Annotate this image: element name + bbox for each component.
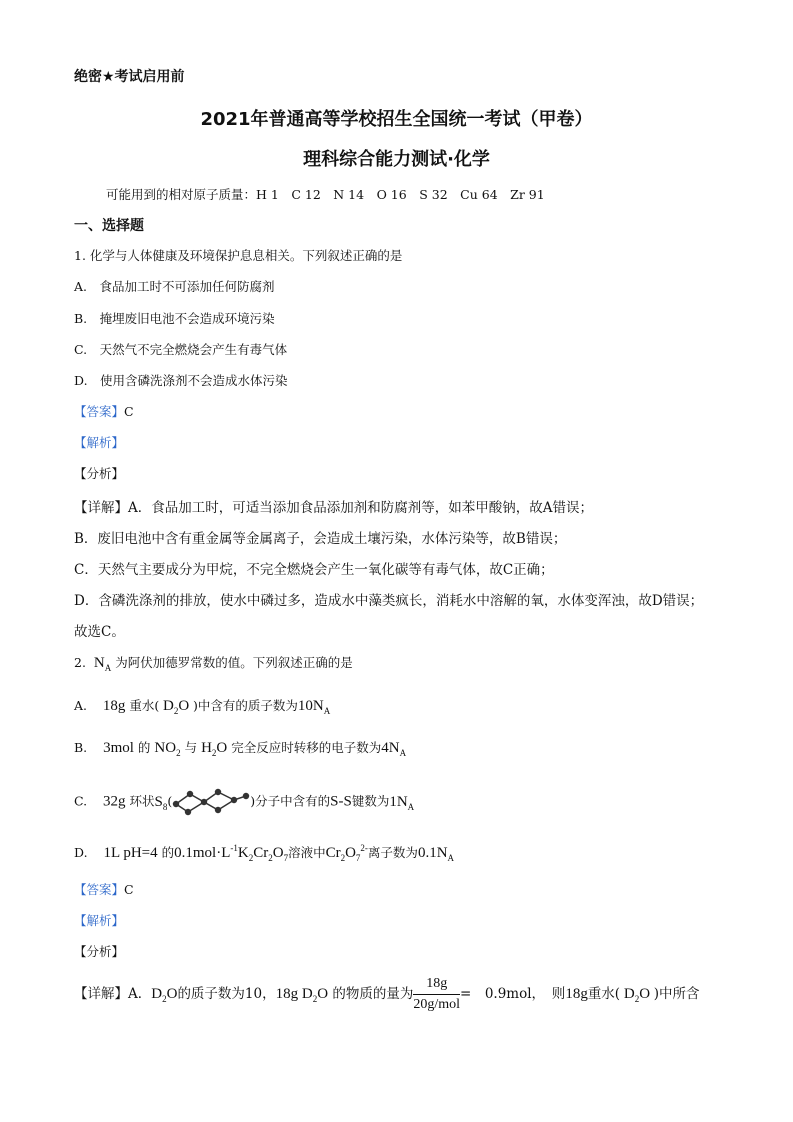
q2-stem: 2. $N_A$ 为阿伏加德罗常数的值。下列叙述正确的是: [74, 655, 353, 673]
s8-ring-structure-icon: [172, 786, 250, 818]
q2-option-b: B. 3mol 的 $NO_2$ 与 $H_2O$ 完全反应时转移的电子数为$4N_A$: [74, 740, 407, 758]
molar-fraction: $\frac{18g}{\text{20g/mol}}$: [413, 976, 461, 1012]
exam-title: 2021年普通高等学校招生全国统一考试（甲卷）: [200, 109, 593, 130]
q1-answer: [74, 402, 134, 420]
q1-stem: 1. 化学与人体健康及环境保护息息相关。下列叙述正确的是: [74, 248, 403, 263]
q1-option-b: B. 掩埋废旧电池不会造成环境污染: [74, 311, 275, 326]
q2-option-c: C. 32g 环状$S_8$( )分子中含有的S-S键数为$1N_A$: [74, 786, 414, 818]
q2-option-a: A. 18g 重水( $D_2O$ )中含有的质子数为$10N_A$: [74, 698, 331, 716]
q2-option-d: D. 1L pH=4 的$0.1mol\cdot L^{-1}K_2Cr_2O_7$溶液中$Cr_2O_7^{2-}$离子数为$0.1N_A$: [74, 843, 455, 863]
q1-detail-a: 【详解】A．食品加工时，可适当添加食品添加剂和防腐剂等，如苯甲酸钠，故A错误；: [74, 500, 593, 516]
q2-analysis-label: 【解析】: [74, 913, 125, 928]
q1-option-c: C. 天然气不完全燃烧会产生有毒气体: [74, 342, 288, 357]
q1-analysis-label: 【解析】: [74, 435, 125, 450]
exam-subtitle: 理科综合能力测试·化学: [303, 149, 490, 170]
q2-answer: 【答案】C: [74, 882, 134, 897]
answer-label: 【答案】: [74, 404, 125, 419]
q1-detail-b: B．废旧电池中含有重金属等金属离子，会造成土壤污染，水体污染等，故B错误；: [74, 531, 567, 547]
atomic-masses: 可能用到的相对原子质量：H 1 C 12 N 14 O 16 S 32 Cu 64 Zr 91: [106, 187, 545, 202]
q1-option-d: D. 使用含磷洗涤剂不会造成水体污染: [74, 373, 288, 388]
q1-fenxi-label: 【分析】: [74, 466, 125, 481]
q1-detail-d: D．含磷洗涤剂的排放，使水中磷过多，造成水中藻类疯长，消耗水中溶解的氧，水体变浑浊，故D错误；: [74, 593, 704, 609]
q2-detail: 【详解】A．$D_2O$的质子数为10，18g $D_2O$ 的物质的量为 $\frac{18g}{\text{20g/mol}}$ = 0.9mol， 则18g重水( $D_2O$ )中所含: [74, 976, 700, 1012]
section-heading: 一、选择题: [74, 218, 144, 234]
detail-label: 【详解】: [74, 500, 128, 516]
q2-fenxi-label: 【分析】: [74, 944, 125, 959]
secret-label: 绝密★考试启用前: [74, 69, 185, 85]
q1-conclusion: 故选C。: [74, 624, 125, 640]
answer-value: C: [124, 404, 134, 419]
q1-option-a: A. 食品加工时不可添加任何防腐剂: [74, 279, 275, 294]
q1-detail-c: C．天然气主要成分为甲烷，不完全燃烧会产生一氧化碳等有毒气体，故C正确；: [74, 562, 554, 578]
